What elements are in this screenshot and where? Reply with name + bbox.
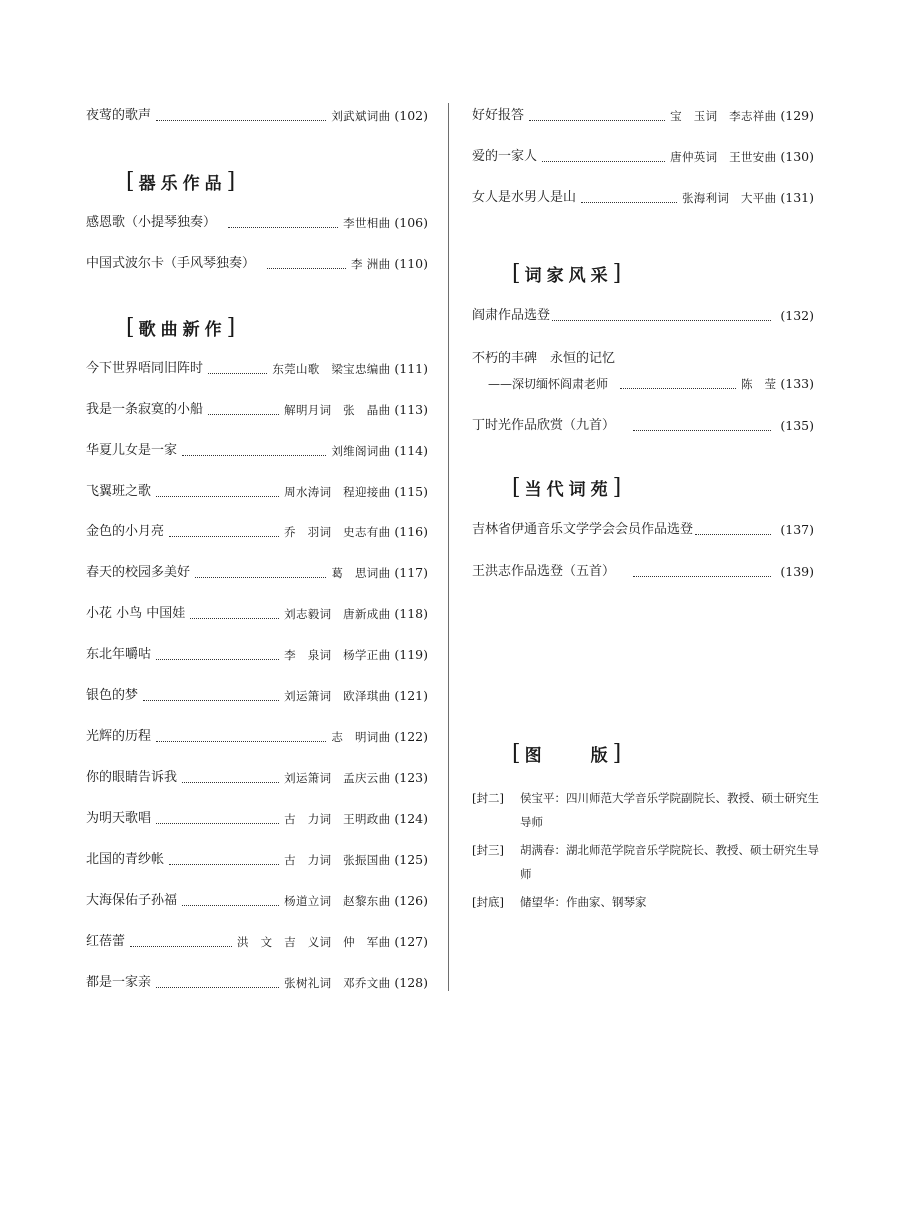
- toc-entry[interactable]: [86, 727, 428, 747]
- entry-title: 夜莺的歌声: [86, 108, 152, 123]
- section-heading-plates: [ 图 版 ]: [512, 740, 622, 766]
- entry-title: 大海保佑子孙福: [86, 893, 178, 908]
- entry-page: (128): [394, 975, 428, 990]
- entry-title: 银色的梦: [86, 688, 139, 703]
- leader-dots: [156, 987, 279, 988]
- toc-entry[interactable]: [472, 306, 814, 326]
- entry-title: 吉林省伊通音乐文学学会会员作品选登: [472, 522, 694, 537]
- entry-title: 今下世界唔同旧阵时: [86, 361, 204, 376]
- toc-entry-title-line[interactable]: [472, 346, 814, 366]
- toc-entry[interactable]: [86, 400, 428, 420]
- toc-entry[interactable]: [86, 809, 428, 829]
- leader-dots: [633, 576, 771, 577]
- entry-title: 不朽的丰碑 永恒的记忆: [472, 350, 616, 366]
- toc-entry[interactable]: [472, 520, 814, 540]
- leader-dots: [195, 577, 326, 578]
- entry-page: (115): [394, 484, 428, 499]
- toc-entry[interactable]: [86, 522, 428, 542]
- section-heading-instrumental: [ 器乐作品 ]: [126, 168, 236, 194]
- toc-entry[interactable]: [86, 645, 428, 665]
- entry-page: (117): [394, 565, 428, 580]
- entry-credit: 东莞山歌 梁宝忠编曲: [272, 362, 391, 376]
- entry-title: 春天的校园多美好: [86, 565, 191, 580]
- entry-page: (126): [394, 893, 428, 908]
- entry-page: (113): [394, 402, 428, 417]
- entry-page: (131): [780, 190, 814, 205]
- plate-tag: [封三]: [472, 843, 504, 857]
- entry-title: 阎肃作品选登: [472, 308, 551, 323]
- entry-title: 都是一家亲: [86, 975, 152, 990]
- entry-subtitle: ——深切缅怀阎肃老师: [488, 377, 609, 391]
- entry-credit: 志 明词曲: [331, 730, 391, 744]
- leader-dots: [633, 430, 771, 431]
- entry-credit: 葛 思词曲: [331, 566, 391, 580]
- leader-dots: [695, 534, 771, 535]
- leader-dots: [169, 864, 279, 865]
- leader-dots: [542, 161, 665, 162]
- entry-page: (102): [394, 108, 428, 123]
- toc-entry[interactable]: [86, 563, 428, 583]
- toc-entry[interactable]: [86, 359, 428, 379]
- entry-title: 爱的一家人: [472, 149, 538, 164]
- plate-tag: [封二]: [472, 791, 504, 805]
- leader-dots: [581, 202, 677, 203]
- entry-title: 王洪志作品选登（五首）: [472, 564, 616, 579]
- entry-credit: 刘志毅词 唐新成曲: [284, 607, 391, 621]
- entry-page: (116): [394, 524, 428, 539]
- leader-dots: [208, 373, 267, 374]
- leader-dots: [156, 120, 326, 121]
- entry-page: (118): [394, 606, 428, 621]
- entry-credit: 宝 玉词 李志祥曲: [670, 109, 777, 123]
- entry-page: (121): [394, 688, 428, 703]
- entry-page: (110): [394, 256, 428, 271]
- plate-item: [472, 838, 822, 886]
- entry-title: 你的眼睛告诉我: [86, 770, 178, 785]
- plate-tag: [封底]: [472, 895, 504, 909]
- entry-page: (111): [394, 361, 428, 376]
- section-title: 歌曲新作: [138, 319, 227, 340]
- entry-title: 好好报答: [472, 108, 525, 123]
- entry-credit: 古 力词 王明政曲: [284, 812, 391, 826]
- leader-dots: [208, 414, 279, 415]
- plate-item: [472, 890, 822, 914]
- entry-credit: 张海利词 大平曲: [681, 191, 777, 205]
- toc-entry[interactable]: [86, 850, 428, 870]
- leader-dots: [267, 268, 346, 269]
- toc-entry[interactable]: [86, 604, 428, 624]
- toc-entry[interactable]: [86, 686, 428, 706]
- entry-title: 东北年嚼咕: [86, 647, 152, 662]
- leader-dots: [228, 227, 338, 228]
- toc-entry[interactable]: [86, 973, 428, 993]
- leader-dots: [143, 700, 279, 701]
- toc-entry[interactable]: [86, 932, 428, 952]
- entry-title: 金色的小月亮: [86, 524, 165, 539]
- toc-entry-subtitle[interactable]: [472, 374, 814, 394]
- entry-page: (129): [780, 108, 814, 123]
- entry-credit: 古 力词 张振国曲: [284, 853, 391, 867]
- section-title: 词家风采: [524, 265, 613, 286]
- entry-credit: 李 泉词 杨学正曲: [284, 648, 391, 662]
- toc-entry[interactable]: [86, 441, 428, 461]
- toc-entry[interactable]: [472, 188, 814, 208]
- entry-title: 北国的青纱帐: [86, 852, 165, 867]
- entry-credit: 李世相曲: [343, 216, 391, 230]
- entry-credit: 李 洲曲: [351, 257, 391, 271]
- toc-entry[interactable]: [86, 254, 428, 274]
- entry-page: (123): [394, 770, 428, 785]
- entry-page: (124): [394, 811, 428, 826]
- leader-dots: [182, 782, 279, 783]
- section-heading-contemporary: [ 当代词苑 ]: [512, 474, 622, 500]
- entry-title: 感恩歌（小提琴独奏）: [86, 215, 217, 230]
- toc-entry[interactable]: [472, 106, 814, 126]
- plate-text: 侯宝平：四川师范大学音乐学院副院长、教授、硕士研究生导师: [520, 791, 819, 829]
- entry-page: (122): [394, 729, 428, 744]
- toc-entry[interactable]: [472, 416, 814, 436]
- entry-title: 女人是水男人是山: [472, 190, 577, 205]
- entry-credit: 刘武斌词曲: [331, 109, 391, 123]
- entry-credit: 张树礼词 邓乔文曲: [284, 976, 391, 990]
- leader-dots: [182, 905, 279, 906]
- entry-title: 丁时光作品欣赏（九首）: [472, 418, 616, 433]
- leader-dots: [552, 320, 771, 321]
- entry-page: (127): [394, 934, 428, 949]
- entry-title: 华夏儿女是一家: [86, 443, 178, 458]
- entry-credit: 周水涛词 程迎接曲: [284, 485, 391, 499]
- toc-entry[interactable]: [86, 891, 428, 911]
- entry-page: (106): [394, 215, 428, 230]
- leader-dots: [169, 536, 279, 537]
- plate-text: 胡满春：湖北师范学院音乐学院院长、教授、硕士研究生导师: [520, 843, 819, 881]
- entry-title: 为明天歌唱: [86, 811, 152, 826]
- entry-credit: 杨道立词 赵黎东曲: [284, 894, 391, 908]
- entry-page: (135): [780, 418, 814, 433]
- entry-page: (114): [394, 443, 428, 458]
- leader-dots: [156, 496, 279, 497]
- leader-dots: [620, 388, 736, 389]
- section-heading-lyricists: [ 词家风采 ]: [512, 260, 622, 286]
- toc-entry[interactable]: [86, 768, 428, 788]
- entry-page: (133): [780, 376, 814, 391]
- section-heading-new-songs: [ 歌曲新作 ]: [126, 314, 236, 340]
- entry-credit: 刘维阁词曲: [331, 444, 391, 458]
- leader-dots: [190, 618, 279, 619]
- entry-credit: 唐仲英词 王世安曲: [670, 150, 777, 164]
- entry-page: (125): [394, 852, 428, 867]
- leader-dots: [156, 823, 279, 824]
- entry-credit: 解明月词 张 晶曲: [284, 403, 391, 417]
- section-title: 当代词苑: [524, 479, 613, 500]
- entry-credit: 乔 羽词 史志有曲: [284, 525, 391, 539]
- entry-title: 红蓓蕾: [86, 934, 126, 949]
- leader-dots: [529, 120, 665, 121]
- entry-credit: 洪 文 吉 义词 仲 军曲: [236, 935, 391, 949]
- entry-page: (139): [780, 564, 814, 579]
- entry-title: 我是一条寂寞的小船: [86, 402, 204, 417]
- leader-dots: [156, 659, 279, 660]
- toc-entry[interactable]: [86, 482, 428, 502]
- leader-dots: [182, 455, 326, 456]
- entry-title: 光辉的历程: [86, 729, 152, 744]
- toc-entry[interactable]: [472, 562, 814, 582]
- toc-entry[interactable]: [86, 106, 428, 126]
- entry-title: 飞翼班之歌: [86, 484, 152, 499]
- entry-credit: 刘运箫词 欧泽琪曲: [284, 689, 391, 703]
- entry-page: (119): [394, 647, 428, 662]
- leader-dots: [156, 741, 326, 742]
- entry-credit: 陈 莹: [740, 377, 777, 391]
- plate-text: 储望华：作曲家、钢琴家: [520, 895, 647, 909]
- toc-entry[interactable]: [472, 147, 814, 167]
- entry-credit: 刘运箫词 孟庆云曲: [284, 771, 391, 785]
- toc-entry[interactable]: [86, 213, 428, 233]
- entry-page: (132): [780, 308, 814, 323]
- section-title: 器乐作品: [138, 173, 227, 194]
- section-title: 图 版: [524, 745, 613, 766]
- entry-page: (137): [780, 522, 814, 537]
- entry-title: 中国式波尔卡（手风琴独奏）: [86, 256, 256, 271]
- entry-title: 小花 小鸟 中国娃: [86, 606, 186, 621]
- entry-page: (130): [780, 149, 814, 164]
- column-divider: [448, 103, 449, 991]
- plate-item: [472, 786, 822, 834]
- leader-dots: [130, 946, 232, 947]
